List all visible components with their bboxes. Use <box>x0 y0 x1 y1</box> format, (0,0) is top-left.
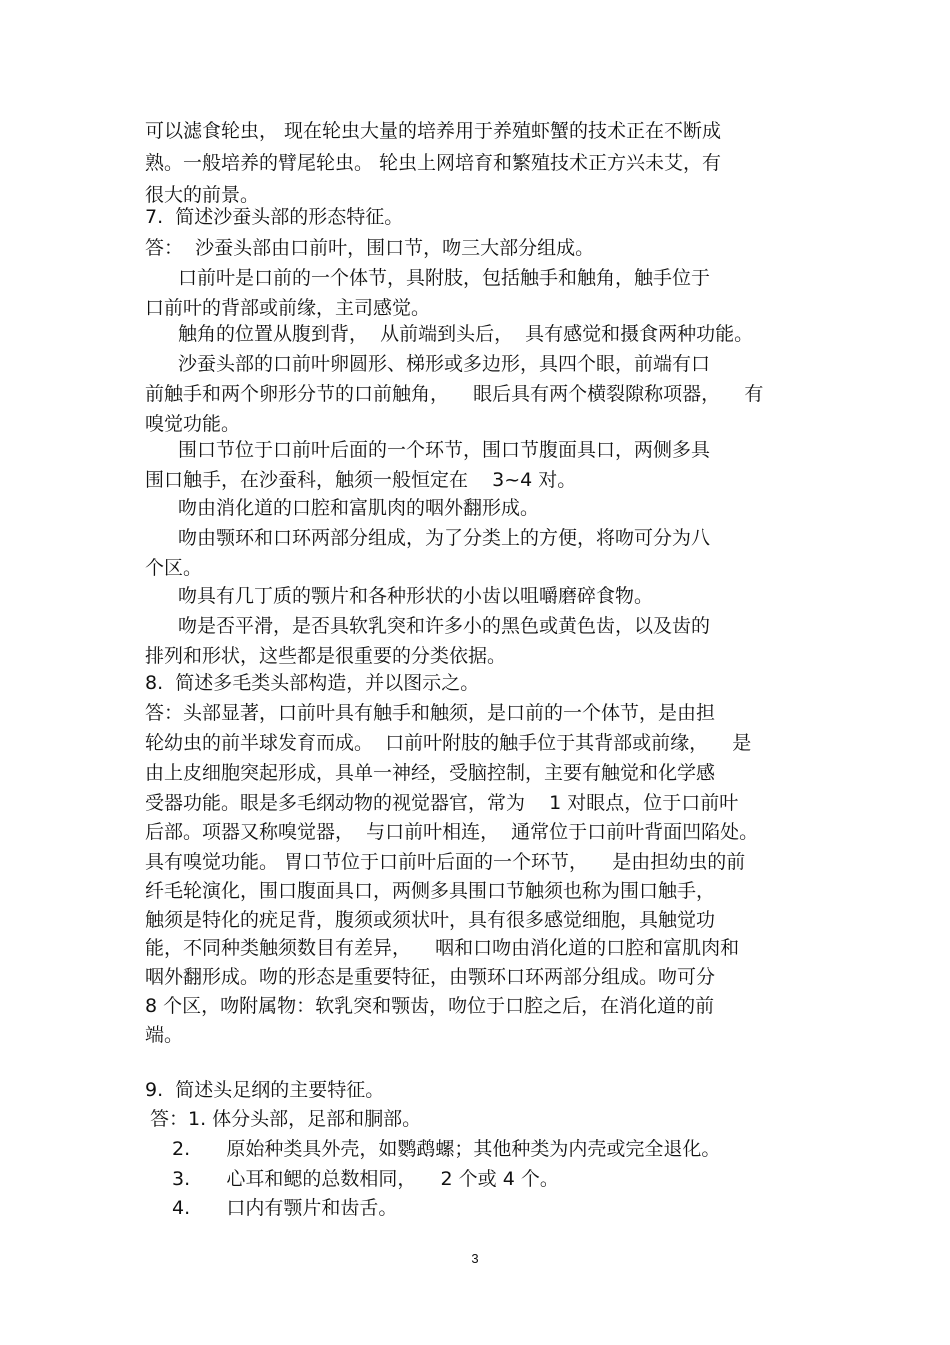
text-line: 受器功能。眼是多毛纲动物的视觉器官，常为 1 对眼点，位于口前叶 <box>145 792 739 814</box>
text-line: 前触手和两个卵形分节的口前触角， 眼后具有两个横裂隙称项器， 有 <box>145 383 764 405</box>
text-line: 触角的位置从腹到背， 从前端到头后， 具有感觉和摄食两种功能。 <box>178 323 754 345</box>
text-line: 排列和形状，这些都是很重要的分类依据。 <box>145 645 507 667</box>
answer-line: 答：头部显著，口前叶具有触手和触须，是口前的一个体节，是由担 <box>145 702 716 724</box>
text-line: 纤毛轮演化，围口腹面具口，两侧多具围口节触须也称为围口触手， <box>145 880 716 902</box>
answer-line: 答：1. 体分头部，足部和胴部。 <box>150 1108 422 1130</box>
text-line: 吻由颚环和口环两部分组成，为了分类上的方便，将吻可分为八 <box>178 527 711 549</box>
text-line: 后部。项器又称嗅觉器， 与口前叶相连， 通常位于口前叶背面凹陷处。 <box>145 821 759 843</box>
text-line: 轮幼虫的前半球发育而成。 口前叶附肢的触手位于其背部或前缘， 是 <box>145 732 752 754</box>
text-line: 沙蚕头部的口前叶卵圆形、梯形或多边形，具四个眼，前端有口 <box>178 353 711 375</box>
text-line: 很大的前景。 <box>145 184 260 206</box>
question-heading-8: 8. 简述多毛类头部构造，并以图示之。 <box>145 672 480 694</box>
text-line: 吻由消化道的口腔和富肌肉的咽外翻形成。 <box>178 497 540 519</box>
question-heading-7: 7. 简述沙蚕头部的形态特征。 <box>145 206 404 228</box>
text-line: 8 个区，吻附属物：软乳突和颚齿，吻位于口腔之后，在消化道的前 <box>145 995 715 1017</box>
question-heading-9: 9. 简述头足纲的主要特征。 <box>145 1079 385 1101</box>
text-line: 个区。 <box>145 557 203 579</box>
text-line: 熟。一般培养的臂尾轮虫。 轮虫上网培育和繁殖技术正方兴未艾，有 <box>145 152 722 174</box>
text-line: 可以滤食轮虫， 现在轮虫大量的培养用于养殖虾蟹的技术正在不断成 <box>145 120 722 142</box>
text-line: 具有嗅觉功能。 胃口节位于口前叶后面的一个环节， 是由担幼虫的前 <box>145 851 746 873</box>
list-item: 2. 原始种类具外壳，如鹦鹉螺；其他种类为内壳或完全退化。 <box>172 1138 721 1160</box>
text-line: 能，不同种类触须数目有差异， 咽和口吻由消化道的口腔和富肌肉和 <box>145 937 740 959</box>
text-line: 吻具有几丁质的颚片和各种形状的小齿以咀嚼磨碎食物。 <box>178 585 654 607</box>
text-line: 由上皮细胞突起形成，具单一神经，受脑控制，主要有触觉和化学感 <box>145 762 716 784</box>
page-number: 3 <box>471 1251 479 1266</box>
text-line: 口前叶是口前的一个体节，具附肢，包括触手和触角，触手位于 <box>178 267 711 289</box>
text-line: 触须是特化的疣足背，腹须或须状叶，具有很多感觉细胞，具触觉功 <box>145 909 716 931</box>
list-item: 3. 心耳和鳃的总数相同， 2 个或 4 个。 <box>172 1168 559 1190</box>
text-line: 口前叶的背部或前缘，主司感觉。 <box>145 297 431 319</box>
text-line: 围口触手，在沙蚕科，触须一般恒定在 3~4 对。 <box>145 469 577 491</box>
text-line: 咽外翻形成。吻的形态是重要特征，由颚环口环两部分组成。吻可分 <box>145 966 716 988</box>
answer-line: 答： 沙蚕头部由口前叶，围口节，吻三大部分组成。 <box>145 237 595 259</box>
list-item: 4. 口内有颚片和齿舌。 <box>172 1197 398 1219</box>
text-line: 端。 <box>145 1024 184 1046</box>
text-line: 吻是否平滑，是否具软乳突和许多小的黑色或黄色齿，以及齿的 <box>178 615 711 637</box>
text-line: 围口节位于口前叶后面的一个环节，围口节腹面具口，两侧多具 <box>178 439 711 461</box>
text-line: 嗅觉功能。 <box>145 413 241 435</box>
